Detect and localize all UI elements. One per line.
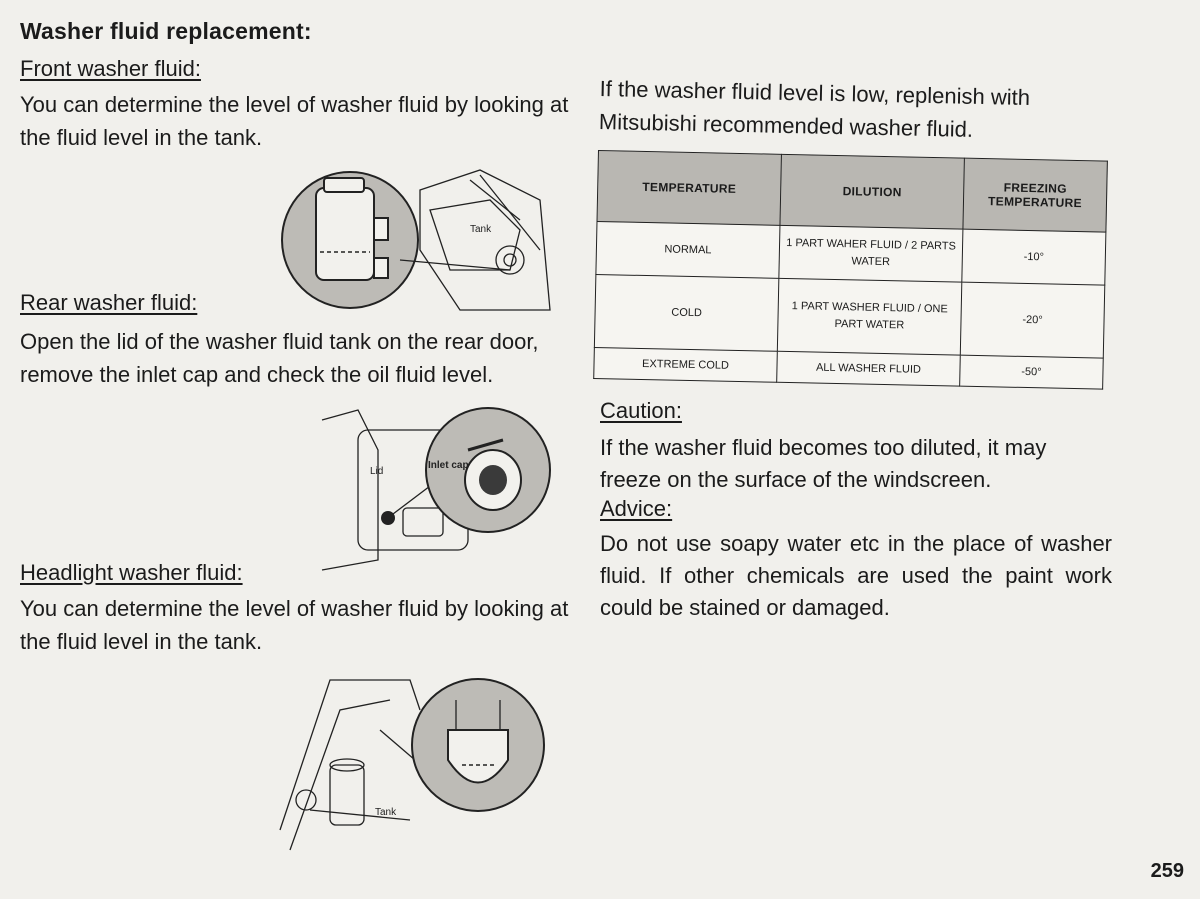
rear-cap-label: Inlet cap — [428, 460, 469, 471]
cell-dilution: 1 PART WASHER FLUID / ONE PART WATER — [777, 278, 961, 355]
front-washer-heading: Front washer fluid: — [20, 56, 201, 81]
replenish-instruction: If the washer fluid level is low, replenish with Mitsubishi recommended washer fluid. — [598, 75, 1031, 142]
caution-text: If the washer fluid becomes too diluted, it may freeze on the surface of the windscreen. — [600, 435, 1047, 492]
front-tank-label: Tank — [470, 224, 492, 235]
header-temperature: TEMPERATURE — [597, 151, 781, 226]
rear-washer-text: Open the lid of the washer fluid tank on the rear door, remove the inlet cap and check the oil fluid level. — [20, 329, 539, 387]
cell-dilution: ALL WASHER FLUID — [777, 351, 961, 386]
headlight-washer-text: You can determine the level of washer fluid by looking at the fluid level in the tank. — [20, 596, 569, 654]
cell-freezing: -50° — [960, 355, 1104, 389]
headlight-tank-illustration — [270, 670, 550, 860]
advice-heading: Advice: — [600, 496, 673, 521]
page-number: 259 — [1150, 860, 1184, 882]
cell-temperature: EXTREME COLD — [594, 347, 778, 382]
rear-tank-illustration — [318, 410, 558, 580]
table-row — [594, 274, 1104, 358]
dilution-table — [593, 150, 1108, 390]
header-dilution: DILUTION — [780, 154, 964, 229]
cell-temperature: COLD — [594, 274, 778, 351]
rear-lid-label: Lid — [370, 466, 384, 477]
rear-washer-heading: Rear washer fluid: — [20, 290, 198, 315]
advice-text: Do not use soapy water etc in the place of washer fluid. If other chemicals are used the paint work could be stained or damaged. — [600, 531, 1112, 620]
table-header-row — [597, 151, 1107, 233]
page-title: Washer fluid replacement: — [20, 18, 312, 44]
caution-heading: Caution: — [600, 398, 682, 423]
headlight-washer-heading: Headlight washer fluid: — [20, 560, 243, 585]
cell-freezing: -20° — [960, 282, 1104, 358]
cell-dilution: 1 PART WAHER FLUID / 2 PARTS WATER — [779, 225, 963, 282]
front-washer-text: You can determine the level of washer fluid by looking at the fluid level in the tank. — [20, 92, 569, 150]
cell-freezing: -10° — [962, 229, 1106, 285]
front-tank-illustration — [280, 160, 560, 320]
headlight-tank-label: Tank — [375, 807, 397, 818]
cell-temperature: NORMAL — [596, 221, 780, 278]
header-freezing-temperature: FREEZING TEMPERATURE — [963, 158, 1107, 232]
